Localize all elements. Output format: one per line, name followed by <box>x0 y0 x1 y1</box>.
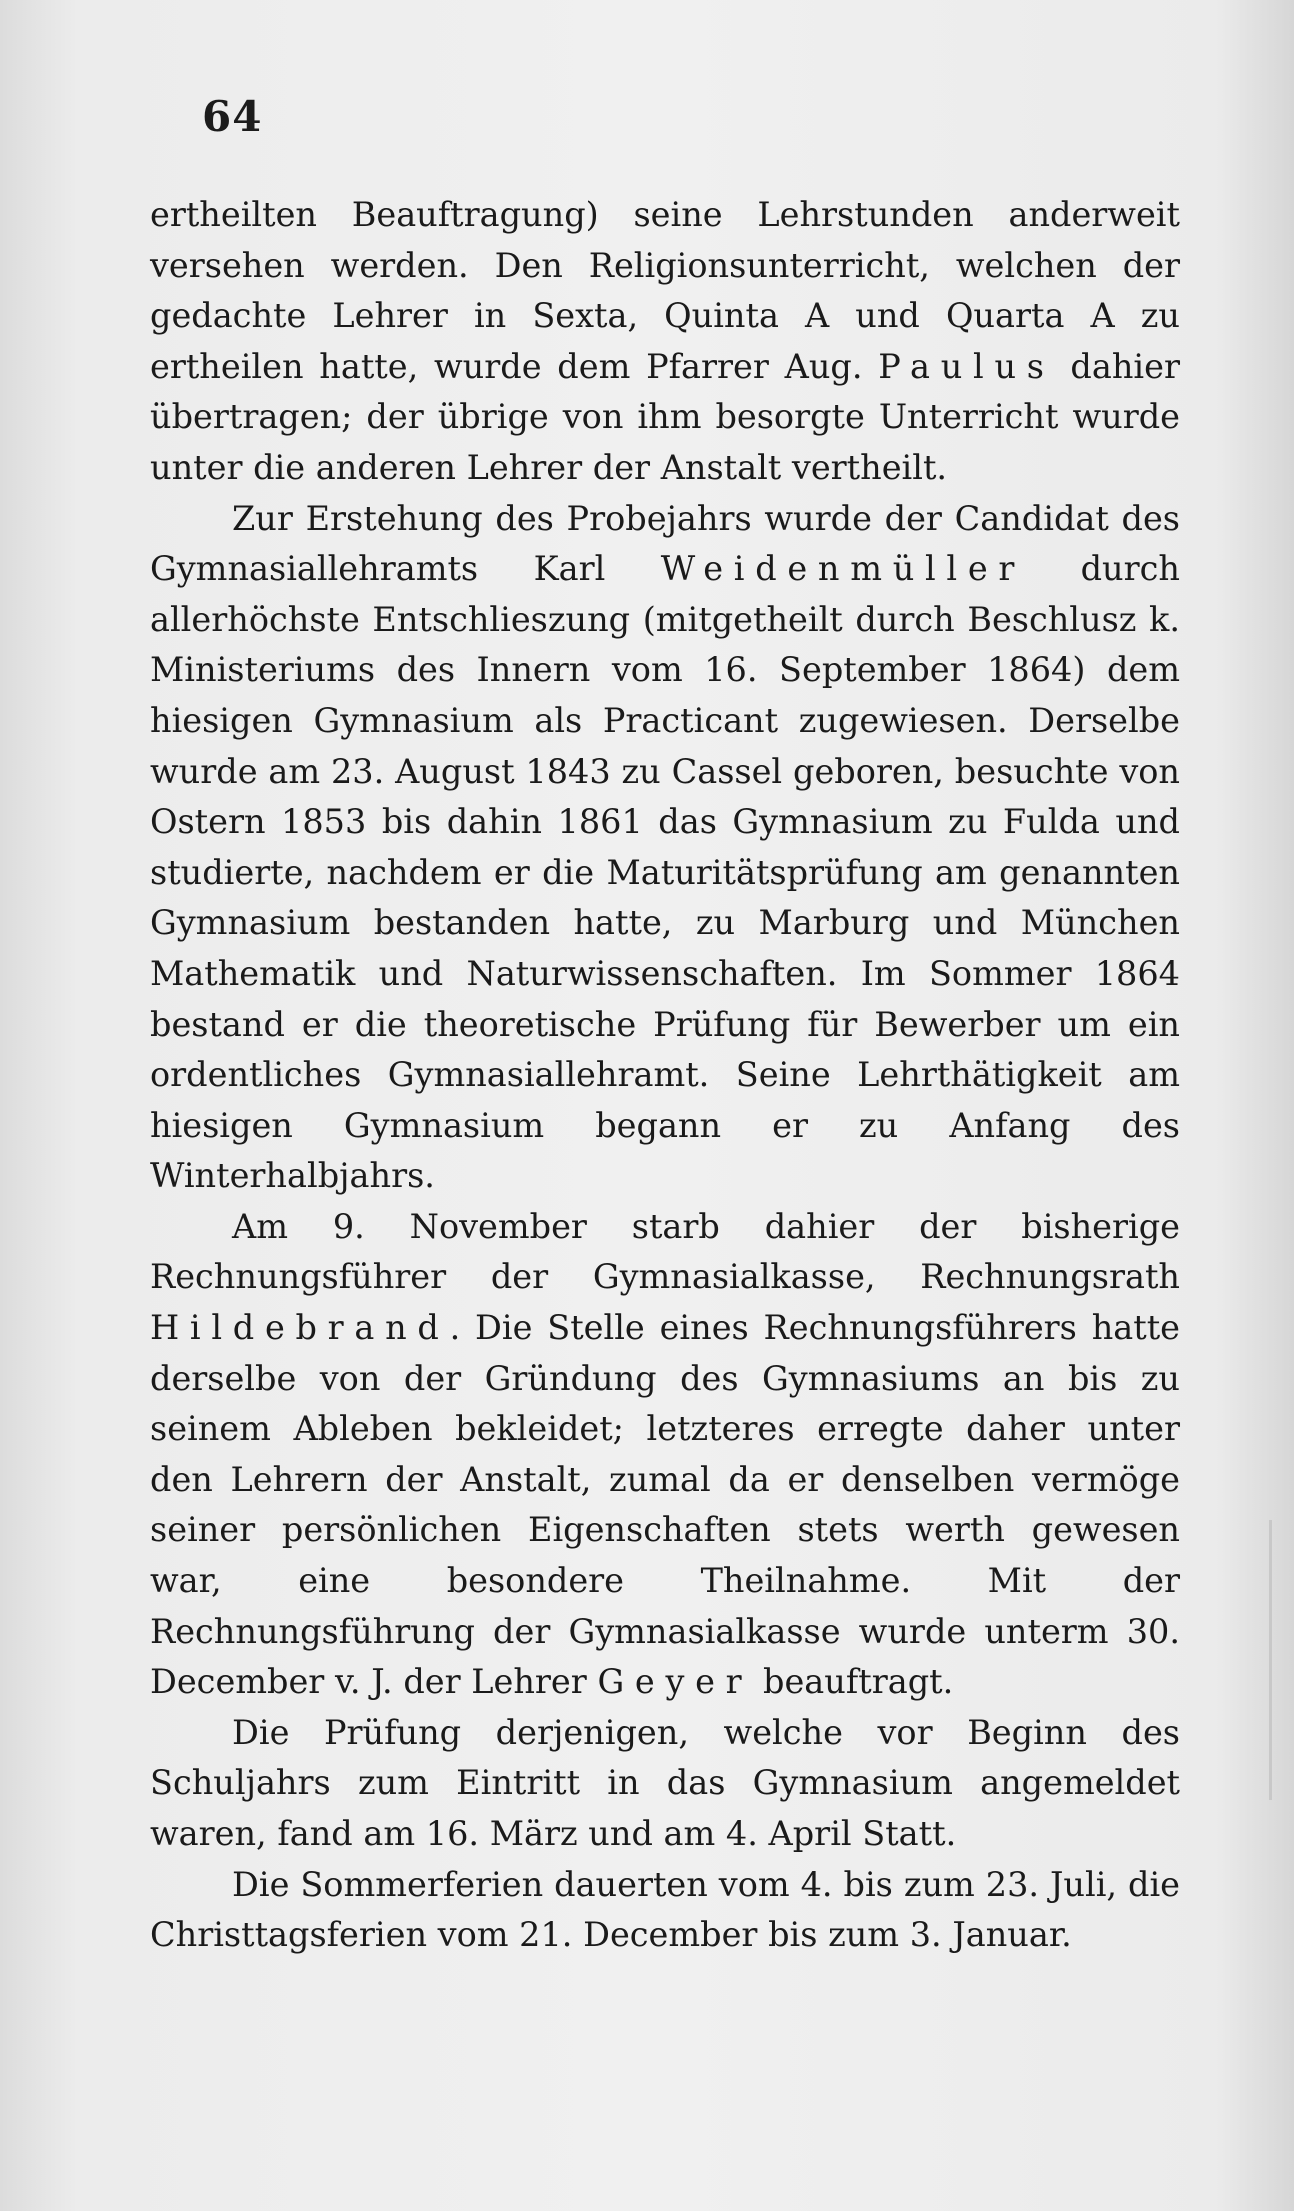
paragraph-continuation <box>150 190 1180 494</box>
text-segment: ertheilten Beauftragung) seine Lehrstunden anderweit versehen werden. Den Religionsunterricht, welchen der gedachte Lehrer in Sexta, Quinta A und Quarta A zu ertheilen hatte, wurde dem Pfarrer Aug. <box>150 195 1180 386</box>
text-segment: dahier übertragen; der übrige von ihm besorgte Unterricht wurde unter die anderen Lehrer der Anstalt vertheilt. <box>150 346 1180 487</box>
text-segment: beauftragt. <box>752 1662 954 1702</box>
text-segment: Die Sommerferien dauerten vom 4. bis zum 23. Juli, die Christtagsferien vom 21. December bis zum 3. Januar. <box>150 1864 1180 1955</box>
text-segment: Am 9. November starb dahier der bisherige Rechnungsführer der Gymnasialkasse, Rechnungsrath <box>150 1206 1180 1297</box>
paragraph-pruefung <box>150 1708 1180 1860</box>
text-segment: Die Prüfung derjenigen, welche vor Beginn des Schuljahrs zum Eintritt in das Gymnasium angemeldet waren, fand am 16. März und am 4. April Statt. <box>150 1712 1180 1853</box>
spaced-name-geyer: Geyer <box>597 1662 753 1702</box>
paragraph-rechnungsfuehrer <box>150 1202 1180 1708</box>
text-segment: durch allerhöchste Entschlieszung (mitgetheilt durch Beschlusz k. Ministeriums des Innern vom 16. September 1864) dem hiesigen Gymnasium als Practicant zugewiesen. Derselbe wurde am 23. August 1843 zu Cassel geboren, besuchte von Ostern 1853 bis dahin 1861 das Gymnasium zu Fulda und studierte, nachdem er die Maturitätsprüfung am genannten Gymnasium bestanden hatte, zu Marburg und München Mathematik und Naturwissenschaften. Im Sommer 1864 bestand er die theoretische Prüfung für Bewerber um ein ordentliches Gymnasiallehramt. Seine Lehrthätigkeit am hiesigen Gymnasium begann er zu Anfang des Winterhalbjahrs. <box>150 549 1180 1196</box>
spaced-name-hildebrand: Hildebrand <box>150 1308 450 1348</box>
paragraph-ferien <box>150 1860 1180 1961</box>
page-number: 64 <box>202 92 263 141</box>
paragraph-probejahr <box>150 494 1180 1202</box>
spaced-name-weidenmueller: Weidenmüller <box>660 549 1026 589</box>
spaced-name-paulus: Paulus <box>878 346 1055 386</box>
page-edge-shadow <box>1269 1520 1272 1800</box>
text-segment: Zur Erstehung des Probejahrs wurde der Candidat des Gymnasiallehramts Karl <box>150 498 1180 589</box>
body-text <box>150 190 1180 1961</box>
text-segment: . Die Stelle eines Rechnungsführers hatte derselbe von der Gründung des Gymnasiums an bis zu seinem Ableben bekleidet; letzteres erregte daher unter den Lehrern der Anstalt, zumal da er denselben vermöge seiner persönlichen Eigenschaften stets werth gewesen war, eine besondere Theilnahme. Mit der Rechnungsführung der Gymnasialkasse wurde unterm 30. December v. J. der Lehrer <box>150 1308 1180 1702</box>
